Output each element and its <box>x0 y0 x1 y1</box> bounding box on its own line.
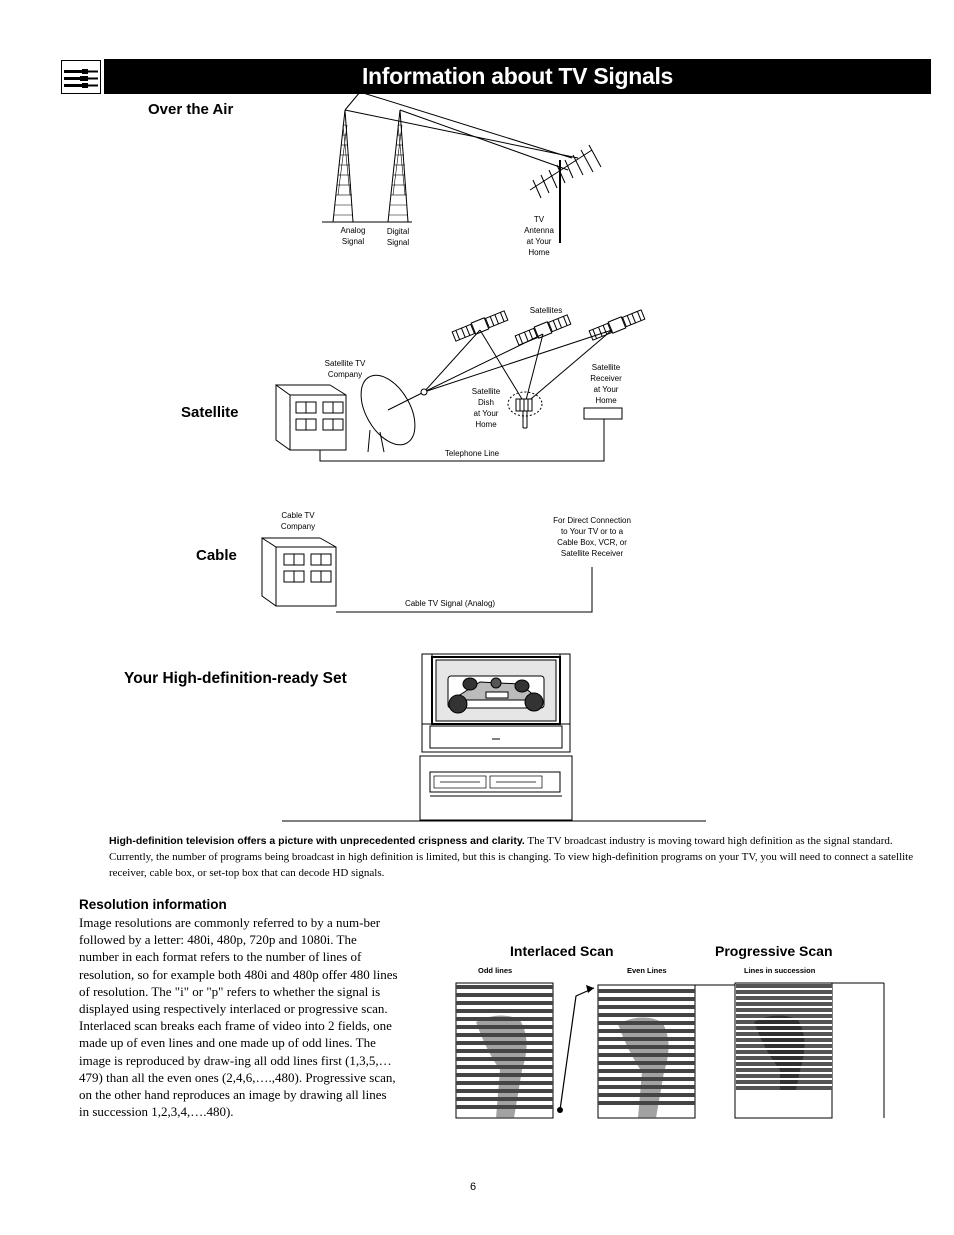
resolution-body: Image resolutions are commonly referred to by a num-ber followed by a letter: 480i, 480p, 720p and 1080i. The number in each format refers to the number of lines of resolution, so for example both 480i and 480p offer 480 lines of resolution. The "i" or "p" refers to whether the signal is displayed using respectively interlaced or progressive scan. Interlaced scan breaks each frame of video into 2 fields, one made up of even lines and one made up of odd lines. The image is reproduced by draw-ing all odd lines first (1,3,5,…479) than all the even ones (2,4,6,….,480). Progressive scan, on the other hand reproduces an image by drawing all lines in succession 1,2,3,4,….480). <box>79 915 398 1120</box>
satellites-label: Satellites <box>529 306 563 315</box>
hd-paragraph-body: The TV broadcast industry is moving toward high definition as the signal standard. Currently, the number of programs being broadcast in high definition is limited, but this is changing. To view high-definition programs on your TV, you will need to connect a satellite receiver, cable box, or set-top box that can decode HD signals. <box>109 835 914 879</box>
satellite-label: Satellite <box>181 404 239 421</box>
satellite-company-label: Satellite TV Company <box>324 359 366 379</box>
lines-in-succession-label: Lines in succession <box>744 966 816 975</box>
digital-signal-label: Digital Signal <box>386 227 410 247</box>
hd-paragraph-lead: High-definition television offers a picture with unprecedented crispness and clarity. <box>109 835 525 847</box>
cable-signal-label: Cable TV Signal (Analog) <box>404 599 496 608</box>
over-the-air-label: Over the Air <box>148 101 234 118</box>
tv-antenna-label: TV Antenna at Your Home <box>524 215 554 257</box>
page-title: Information about TV Signals <box>361 63 674 89</box>
resolution-heading: Resolution information <box>79 897 227 912</box>
even-lines-label: Even Lines <box>627 966 667 975</box>
odd-lines-label: Odd lines <box>478 966 513 975</box>
direct-connection-label: For Direct Connection to Your TV or to a Cable Box, VCR, or Satellite Receiver <box>553 516 631 558</box>
progressive-scan-title: Progressive Scan <box>715 943 833 959</box>
hd-set-label: Your High-definition-ready Set <box>124 670 347 687</box>
cable-label: Cable <box>196 547 237 564</box>
page-number: 6 <box>470 1181 477 1193</box>
satellite-receiver-label: Satellite Receiver at Your Home <box>590 363 622 405</box>
satellite-dish-label: Satellite Dish at Your Home <box>471 387 501 429</box>
analog-signal-label: Analog Signal <box>340 226 366 246</box>
cable-company-label: Cable TV Company <box>280 511 316 531</box>
telephone-line-label: Telephone Line <box>444 449 500 458</box>
interlaced-scan-title: Interlaced Scan <box>510 943 614 959</box>
